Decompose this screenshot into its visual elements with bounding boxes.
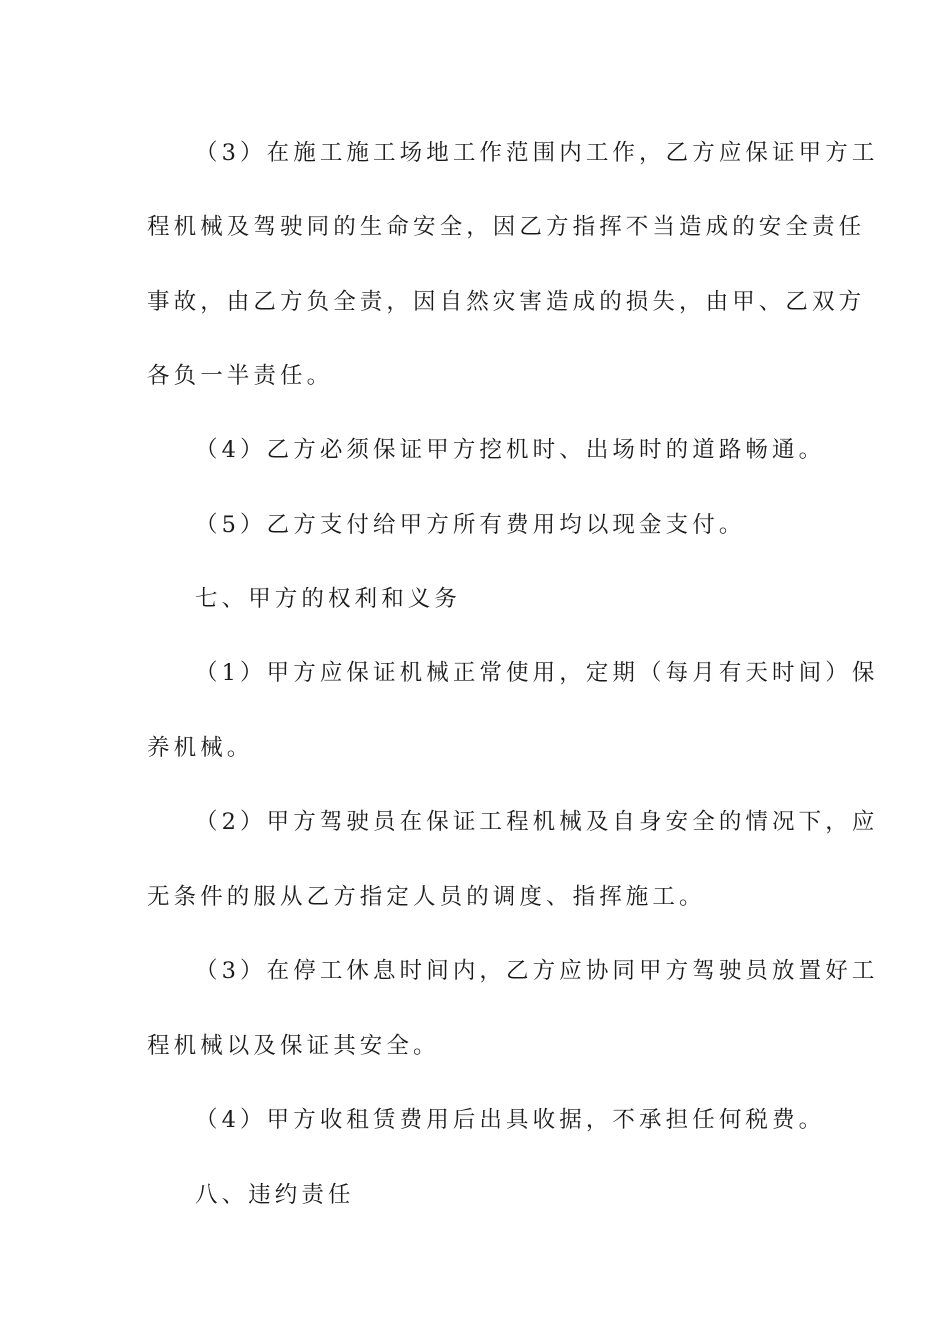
paragraph-line: 程机械及驾驶同的生命安全，因乙方指挥不当造成的安全责任 — [147, 214, 866, 240]
paragraph-line: （2）甲方驾驶员在保证工程机械及自身安全的情况下，应 — [195, 809, 879, 835]
paragraph-line: 各负一半责任。 — [147, 363, 334, 389]
paragraph-line: （4）甲方收租赁费用后出具收据，不承担任何税费。 — [195, 1107, 826, 1133]
paragraph-line: （4）乙方必须保证甲方挖机时、出场时的道路畅通。 — [195, 437, 826, 463]
section-heading: 八、违约责任 — [195, 1182, 355, 1208]
paragraph-line: （1）甲方应保证机械正常使用，定期（每月有天时间）保 — [195, 660, 879, 686]
paragraph-line: 程机械以及保证其安全。 — [147, 1033, 440, 1059]
paragraph-line: （5）乙方支付给甲方所有费用均以现金支付。 — [195, 512, 746, 538]
section-heading: 七、甲方的权利和义务 — [195, 586, 462, 612]
paragraph-line: （3）在施工施工场地工作范围内工作，乙方应保证甲方工 — [195, 140, 879, 166]
paragraph-line: 养机械。 — [147, 735, 254, 761]
paragraph-line: 无条件的服从乙方指定人员的调度、指挥施工。 — [147, 884, 706, 910]
paragraph-line: 事故，由乙方负全责，因自然灾害造成的损失，由甲、乙双方 — [147, 289, 866, 315]
paragraph-line: （3）在停工休息时间内，乙方应协同甲方驾驶员放置好工 — [195, 958, 879, 984]
